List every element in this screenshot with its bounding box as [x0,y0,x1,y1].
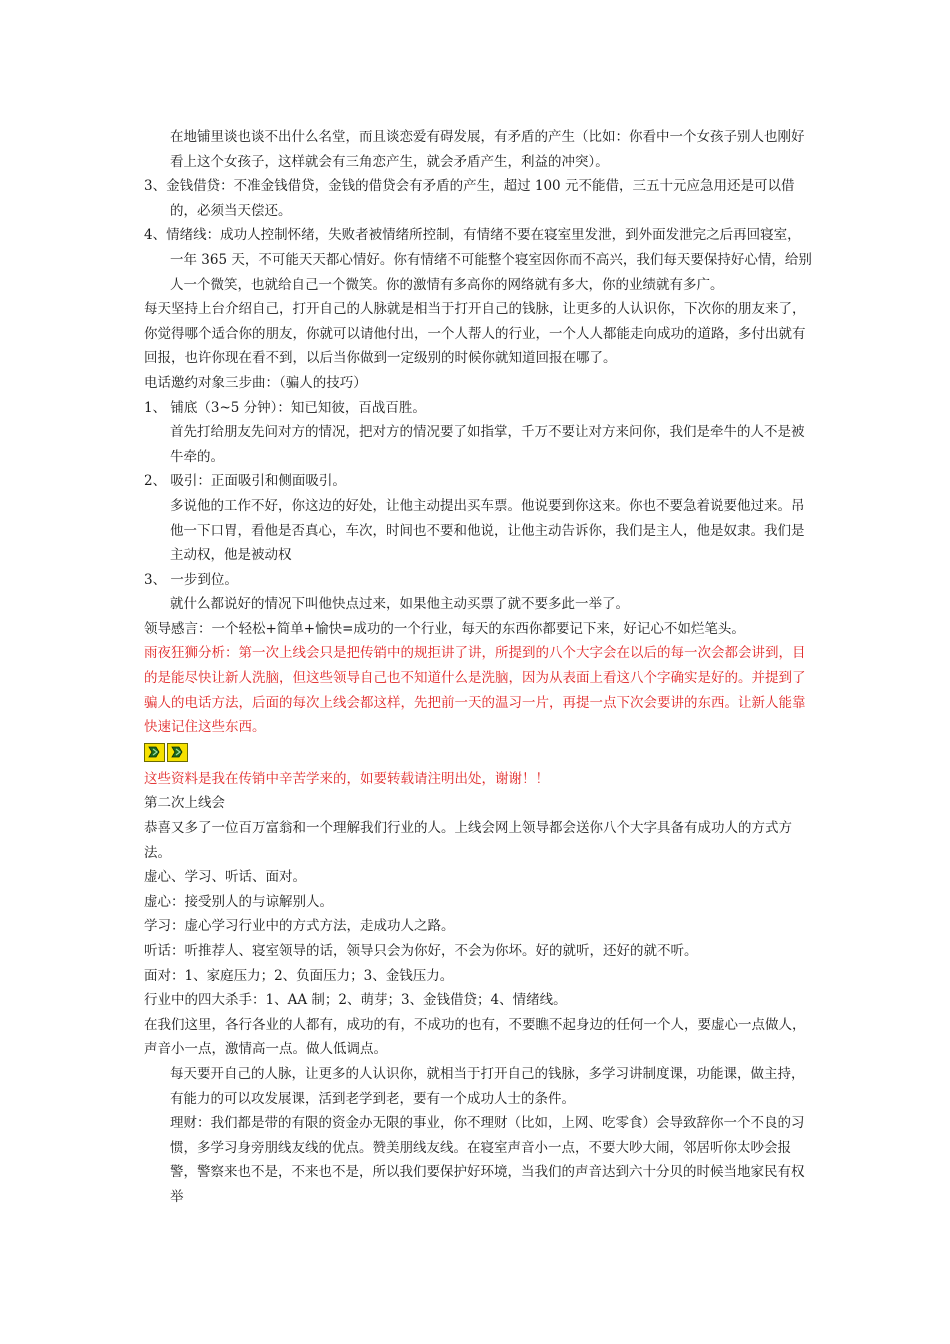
para-finance: 理财：我们都是带的有限的资金办无限的事业，你不理财（比如，上网、吃零食）会导致辞你一个不良的习惯，多学习身旁朋线友线的优点。赞美朋线友线。在寝室声音小一点，不要大吵大闹，邻居听你太吵会报警，警察来也不是，不来也不是，所以我们要保护好环境，当我们的声音达到六十分贝的时候当地家民有权举 [170,1115,805,1205]
para-daily-network: 每天要开自己的人脉，让更多的人认识你，就相当于打开自己的钱脉，多学习讲制度课，功能课，做主持，有能力的可以攻发展课，活到老学到老，要有一个成功人士的条件。 [170,1065,805,1107]
heading-second-meeting: 第二次上线会 [144,795,225,812]
para-leader-remarks: 领导感言：一个轻松+简单+愉快=成功的一个行业，每天的东西你都要记下来，好记心不如烂笔头。 [144,620,745,637]
arrow-icon[interactable] [144,743,165,762]
heading-phone-invite: 电话邀约对象三步曲：（骗人的技巧） [144,374,367,391]
para-four-killers: 行业中的四大杀手：1、AA 制；2、萌芽；3、金钱借贷；4、情绪线。 [144,992,567,1009]
para-congrats: 恭喜又多了一位百万富翁和一个理解我们行业的人。上线会网上领导都会送你八个大字具备有成功人的方式方法。 [144,820,792,861]
para-dorm-bed-note: 在地铺里谈也谈不出什么名堂，而且谈恋爱有碍发展，有矛盾的产生（比如：你看中一个女孩子别人也刚好看上这个女孩子，这样就会有三角恋产生，就会矛盾产生，利益的冲突）。 [170,129,805,170]
nav-icons [144,743,814,763]
document-body [144,125,814,1210]
para-humble: 虚心：接受别人的与谅解别人。 [144,893,333,910]
para-face: 面对：1、家庭压力；2、负面压力；3、金钱压力。 [144,967,454,984]
para-four-keywords: 虚心、学习、听话、面对。 [144,869,306,886]
para-listen: 听话：听推荐人、寝室领导的话，领导只会为你好，不会为你坏。好的就听，还好的就不听。 [144,943,698,959]
para-one-step-detail: 就什么都说好的情况下叫他快点过来，如果他主动买票了就不要多此一举了。 [170,596,629,613]
para-source-notice: 这些资料是我在传销中辛苦学来的，如要转载请注明出处，谢谢！！ [144,770,549,787]
para-groundwork-detail: 首先打给朋友先问对方的情况，把对方的情况要了如指掌，千万不要让对方来问你，我们是牵牛的人不是被牛牵的。 [170,424,805,465]
para-analysis: 雨夜狂狮分析：第一次上线会只是把传销中的规拒讲了讲，所提到的八个大字会在以后的每一次会都会讲到，目的是能尽快让新人洗脑，但这些领导自己也不知道什么是洗脑，因为从表面上看这八个字确实是好的。并提到了骗人的电话方法，后面的每次上线会都这样，先把前一天的温习一片，再提一点下次会要讲的东西。让新人能靠快速记住这些东西。 [144,645,806,736]
para-introduce-yourself: 每天坚持上台介绍自己，打开自己的人脉就是相当于打开自己的钱脉，让更多的人认识你，下次你的朋友来了，你觉得哪个适合你的朋友，你就可以请他付出，一个人帮人的行业，一个人人都能走向成功的道路，多付出就有回报，也许你现在看不到，以后当你做到一定级别的时候你就知道回报在哪了。 [144,301,806,367]
step-one-step: 3、 一步到位。 [144,571,238,588]
step-attract: 2、 吸引：正面吸引和侧面吸引。 [144,473,346,490]
step-groundwork: 1、 铺底（3~5 分钟）：知已知彼，百战百胜。 [144,399,426,416]
item-money-lending: 3、金钱借贷：不准金钱借贷，金钱的借贷会有矛盾的产生，超过 100 元不能借，三五十元应急用还是可以借的，必须当天偿还。 [144,178,795,219]
item-emotion-line: 4、情绪线：成功人控制怀绪，失败者被情绪所控制，有情绪不要在寝室里发泄，到外面发泄完之后再回寝室，一年 365 天，不可能天天都心情好。你有情绪不可能整个寝室因你而不高兴，我们每天要保持好心情，给别人一个微笑，也就给自己一个微笑。你的激情有多高你的网络就有多大，你的业绩就有多广。 [144,227,812,293]
para-learn: 学习：虚心学习行业中的方式方法，走成功人之路。 [144,918,455,935]
para-everyone-here: 在我们这里，各行各业的人都有，成功的有，不成功的也有，不要瞧不起身边的任何一个人，要虚心一点做人，声音小一点，激情高一点。做人低调点。 [144,1016,806,1058]
arrow-icon[interactable] [167,743,188,762]
para-attract-detail: 多说他的工作不好，你这边的好处，让他主动提出买车票。他说要到你这来。你也不要急着说要他过来。吊他一下口胃，看他是否真心，车次，时间也不要和他说，让他主动告诉你，我们是主人，他是奴隶。我们是主动权，他是被动权 [170,497,805,564]
